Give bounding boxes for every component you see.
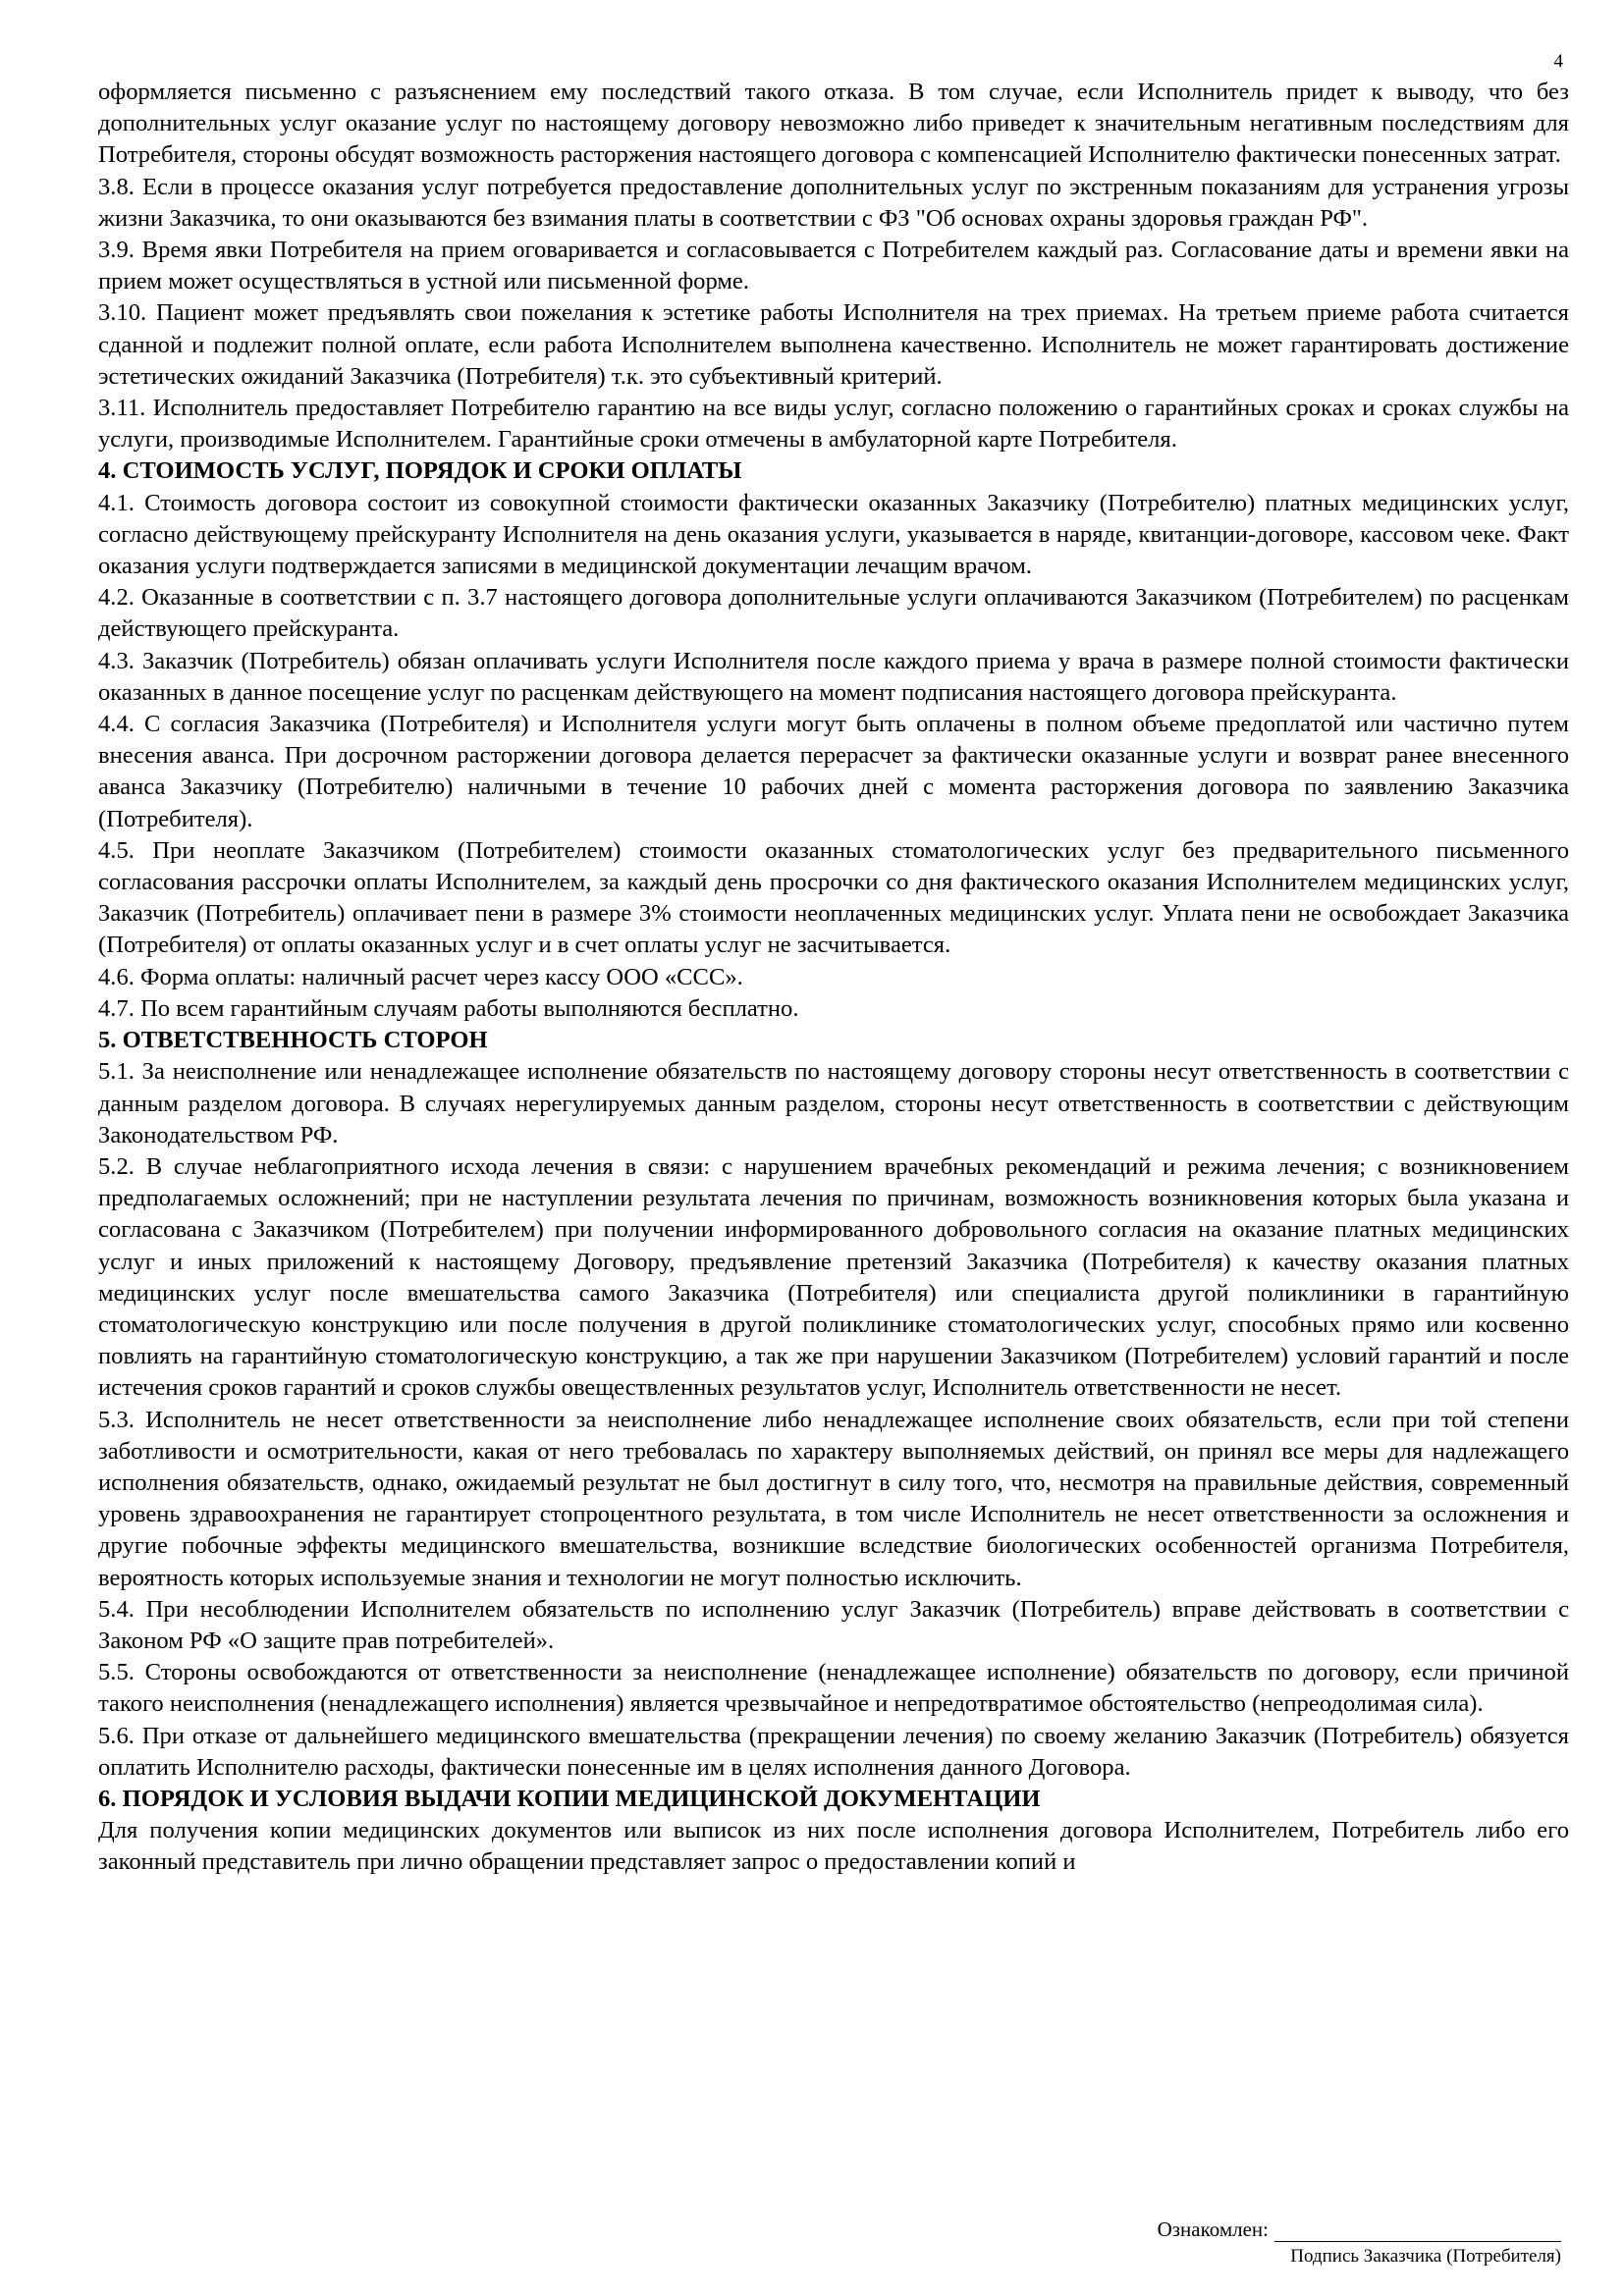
- signature-block: [1158, 2216, 1561, 2269]
- paragraph: 4.3. Заказчик (Потребитель) обязан оплачивать услуги Исполнителя после каждого приема у врача в размере полной стоимости фактически оказанных в данное посещение услуг по расценкам действующего на момент подписания настоящего договора прейскуранта.: [98, 647, 1569, 706]
- section-heading: 4. СТОИМОСТЬ УСЛУГ, ПОРЯДОК И СРОКИ ОПЛАТЫ: [98, 457, 742, 485]
- paragraph: 3.9. Время явки Потребителя на прием оговаривается и согласовывается с Потребителем каждый раз. Согласование даты и времени явки на прием может осуществляться в устной или письменной форме.: [98, 237, 1569, 295]
- paragraph: 4.7. По всем гарантийным случаям работы выполняются бесплатно.: [98, 994, 799, 1022]
- paragraph: 5.6. При отказе от дальнейшего медицинского вмешательства (прекращении лечения) по своему желанию Заказчик (Потребитель) обязуется оплатить Исполнителю расходы, фактически понесенные им в целях исполнения данного Договора.: [98, 1722, 1569, 1781]
- paragraph: 5.2. В случае неблагоприятного исхода лечения в связи: с нарушением врачебных рекомендаций и режима лечения; с возникновением предполагаемых осложнений; при не наступлении результата лечения по причинам, возможность возникновения которых была указана и согласована с Заказчиком (Потребителем) при получении информированного добровольного согласия на оказание платных медицинских услуг и иных приложений к настоящему Договору, предъявление претензий Заказчика (Потребителя) к качеству оказания платных медицинских услуг после вмешательства самого Заказчика (Потребителя) или специалиста другой поликлиники в гарантийную стоматологическую конструкцию или после получения в другой поликлинике стоматологических услуг, способных прямо или косвенно повлиять на гарантийную стоматологическую конструкцию, а так же при нарушении Заказчиком (Потребителем) условий гарантий и после истечения сроков гарантий и сроков службы овеществленных результатов услуг, Исполнитель ответственности не несет.: [98, 1152, 1569, 1402]
- paragraph: 3.11. Исполнитель предоставляет Потребителю гарантию на все виды услуг, согласно положению о гарантийных сроках и сроках службы на услуги, производимые Исполнителем. Гарантийные сроки отмечены в амбулаторной карте Потребителя.: [98, 395, 1569, 454]
- paragraph: 3.10. Пациент может предъявлять свои пожелания к эстетике работы Исполнителя на трех приемах. На третьем приеме работа считается сданной и подлежит полной оплате, если работа Исполнителем выполнена качественно. Исполнитель не может гарантировать достижение эстетических ожиданий Заказчика (Потребителя) т.к. это субъективный критерий.: [98, 299, 1569, 390]
- paragraph: 5.3. Исполнитель не несет ответственности за неисполнение либо ненадлежащее исполнение своих обязательств, если при той степени заботливости и осмотрительности, какая от него требовалась по характеру выполняемых действий, он принял все меры для надлежащего исполнения обязательств, однако, ожидаемый результат не был достигнут в силу того, что, несмотря на правильные действия, современный уровень здравоохранения не гарантирует стопроцентного результата, в том числе Исполнитель не несет ответственности за осложнения и другие побочные эффекты медицинского вмешательства, возникшие вследствие биологических особенностей организма Потребителя, вероятность которых используемые знания и технологии не могут полностью исключить.: [98, 1406, 1569, 1591]
- section-heading: 6. ПОРЯДОК И УСЛОВИЯ ВЫДАЧИ КОПИИ МЕДИЦИНСКОЙ ДОКУМЕНТАЦИИ: [98, 1785, 1041, 1812]
- signature-caption: Подпись Заказчика (Потребителя): [1290, 2246, 1561, 2267]
- paragraph: 5.4. При несоблюдении Исполнителем обязательств по исполнению услуг Заказчик (Потребитель) вправе действовать в соответствии с Законом РФ «О защите прав потребителей».: [98, 1595, 1569, 1654]
- page-number: 4: [1553, 51, 1563, 72]
- document-body: [98, 77, 1569, 1879]
- paragraph: 4.2. Оказанные в соответствии с п. 3.7 настоящего договора дополнительные услуги оплачиваются Заказчиком (Потребителем) по расценкам действующего прейскуранта.: [98, 584, 1569, 643]
- section-heading: 5. ОТВЕТСТВЕННОСТЬ СТОРОН: [98, 1027, 488, 1054]
- signature-line: [1158, 2216, 1561, 2242]
- paragraph: 5.1. За неисполнение или ненадлежащее исполнение обязательств по настоящему договору стороны несут ответственность в соответствии с данным разделом договора. В случаях нерегулируемых данным разделом, стороны несут ответственность в соответствии с действующим Законодательством РФ.: [98, 1058, 1569, 1148]
- paragraph: 3.8. Если в процессе оказания услуг потребуется предоставление дополнительных услуг по экстренным показаниям для устранения угрозы жизни Заказчика, то они оказываются без взимания платы в соответствии с ФЗ "Об основах охраны здоровья граждан РФ".: [98, 173, 1569, 232]
- paragraph: 4.6. Форма оплаты: наличный расчет через кассу ООО «ССС».: [98, 963, 743, 990]
- signature-label: Ознакомлен:: [1157, 2217, 1269, 2241]
- paragraph: 4.4. С согласия Заказчика (Потребителя) и Исполнителя услуги могут быть оплачены в полном объеме предоплатой или частично путем внесения аванса. При досрочном расторжении договора делается перерасчет за фактически оказанные услуги и возврат ранее внесенного аванса Заказчику (Потребителю) наличными в течение 10 рабочих дней с момента расторжения договора по заявлению Заказчика (Потребителя).: [98, 711, 1569, 832]
- paragraph: оформляется письменно с разъяснением ему последствий такого отказа. В том случае, если Исполнитель придет к выводу, что без дополнительных услуг оказание услуг по настоящему договору невозможно либо приведет к значительным негативным последствиям для Потребителя, стороны обсудят возможность расторжения настоящего договора с компенсацией Исполнителю фактически понесенных затрат.: [98, 79, 1569, 169]
- paragraph: 4.1. Стоимость договора состоит из совокупной стоимости фактически оказанных Заказчику (Потребителю) платных медицинских услуг, согласно действующему прейскуранту Исполнителя на день оказания услуги, указывается в наряде, квитанции-договоре, кассовом чеке. Факт оказания услуги подтверждается записями в медицинской документации лечащим врачом.: [98, 489, 1569, 580]
- paragraph: 5.5. Стороны освобождаются от ответственности за неисполнение (ненадлежащее исполнение) обязательств по договору, если причиной такого неисполнения (ненадлежащего исполнения) является чрезвычайное и непредотвратимое обстоятельство (непреодолимая сила).: [98, 1659, 1569, 1718]
- paragraph: Для получения копии медицинских документов или выписок из них после исполнения договора Исполнителем, Потребитель либо его законный представитель при лично обращении представляет запрос о предоставлении копий и: [98, 1817, 1569, 1876]
- signature-field[interactable]: [1274, 2219, 1561, 2242]
- paragraph: 4.5. При неоплате Заказчиком (Потребителем) стоимости оказанных стоматологических услуг без предварительного письменного согласования рассрочки оплаты Исполнителем, за каждый день просрочки со дня фактического оказания Исполнителем медицинских услуг, Заказчик (Потребитель) оплачивает пени в размере 3% стоимости неоплаченных медицинских услуг. Уплата пени не освобождает Заказчика (Потребителя) от оплаты оказанных услуг и в счет оплаты услуг не засчитывается.: [98, 836, 1569, 959]
